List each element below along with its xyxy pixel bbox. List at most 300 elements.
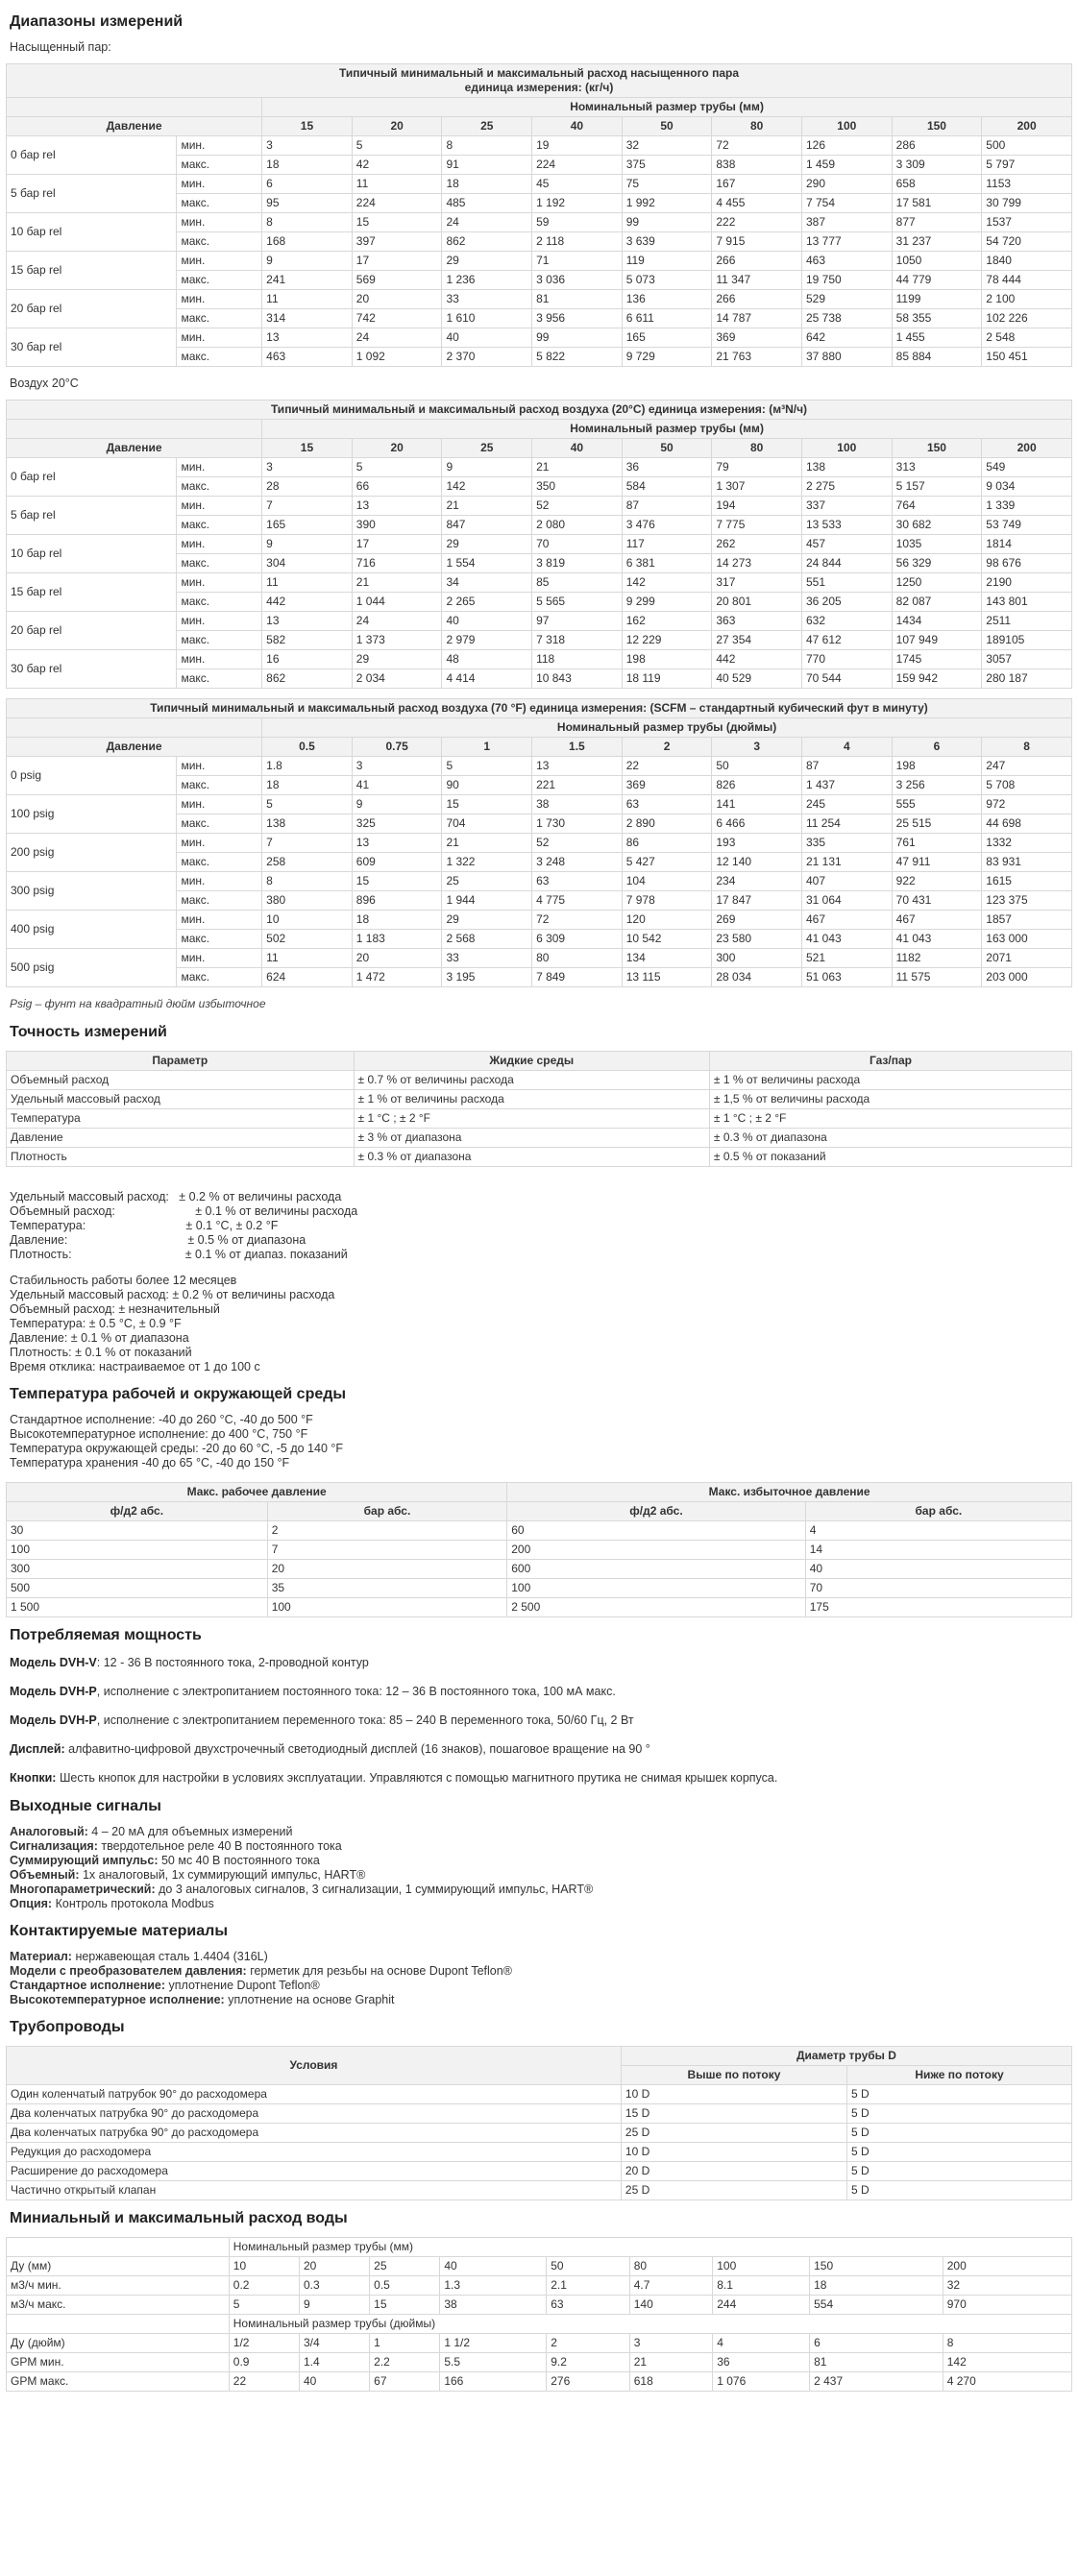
- min-value: 549: [982, 458, 1072, 477]
- pressure-cell: 2: [267, 1521, 507, 1541]
- max-value: 5 427: [622, 853, 712, 872]
- min-value: 21: [532, 458, 623, 477]
- max-value: 280 187: [982, 669, 1072, 689]
- min-label: мин.: [177, 573, 262, 593]
- pipes-table: [6, 2046, 1072, 2200]
- item-label: Модели с преобразователем давления:: [10, 1964, 247, 1978]
- accuracy-cell: Объемный расход: [7, 1071, 355, 1090]
- max-value: 14 273: [712, 554, 802, 573]
- pressure-label: 10 бар rel: [7, 213, 177, 252]
- max-value: 203 000: [982, 968, 1072, 987]
- text-line: Плотность: ± 0.1 % от показаний: [10, 1346, 192, 1359]
- max-value: 3 476: [622, 516, 712, 535]
- accuracy-cell: ± 0.5 % от показаний: [709, 1148, 1071, 1167]
- text-line: Высокотемпературное исполнение: до 400 °C, 750 °F: [10, 1427, 308, 1441]
- min-value: 21: [442, 834, 532, 853]
- pressure-label: 400 psig: [7, 911, 177, 949]
- table-row: [7, 1109, 1072, 1129]
- max-value: 66: [352, 477, 442, 497]
- max-value: 14 787: [712, 309, 802, 328]
- steam-label: Насыщенный пар:: [10, 40, 111, 54]
- size-header: 200: [982, 117, 1072, 136]
- min-value: 467: [892, 911, 982, 930]
- pressure-label: 100 psig: [7, 795, 177, 834]
- item-label: Кнопки:: [10, 1771, 57, 1785]
- water-row-label: Ду (дюйм): [7, 2334, 230, 2353]
- table-row: [7, 328, 1072, 348]
- min-label: мин.: [177, 136, 262, 156]
- min-label: мин.: [177, 328, 262, 348]
- max-value: 11 347: [712, 271, 802, 290]
- empty-cell: [7, 2238, 230, 2257]
- min-value: 1153: [982, 175, 1072, 194]
- downstream-header: Ниже по потоку: [847, 2066, 1072, 2085]
- pressure-cell: 100: [267, 1598, 507, 1617]
- min-value: 9: [262, 252, 353, 271]
- text-line: Время отклика: настраиваемое от 1 до 100 с: [10, 1360, 260, 1373]
- min-label: мин.: [177, 497, 262, 516]
- section-title-outputs: Выходные сигналы: [10, 1798, 161, 1814]
- pressure-label: 15 бар rel: [7, 252, 177, 290]
- pipes-cell: 10 D: [621, 2143, 846, 2162]
- min-value: 7: [262, 497, 353, 516]
- min-value: 442: [712, 650, 802, 669]
- list-item: [10, 1868, 1072, 1883]
- water-flow-table: [6, 2237, 1072, 2392]
- item-label: Высокотемпературное исполнение:: [10, 1993, 225, 2006]
- pressure-label: 20 бар rel: [7, 612, 177, 650]
- min-value: 1050: [892, 252, 982, 271]
- water-cell: 1 1/2: [440, 2334, 547, 2353]
- pressure-label: 10 бар rel: [7, 535, 177, 573]
- min-value: 59: [532, 213, 623, 232]
- max-value: 442: [262, 593, 353, 612]
- water-cell: 244: [713, 2296, 810, 2315]
- max-value: 12 229: [622, 631, 712, 650]
- size-header: 150: [892, 439, 982, 458]
- max-value: 624: [262, 968, 353, 987]
- min-value: 7: [262, 834, 353, 853]
- list-item: [10, 1993, 1072, 2007]
- water-cell: 618: [629, 2372, 713, 2392]
- unit-header: бар абс.: [267, 1502, 507, 1521]
- max-value: 569: [352, 271, 442, 290]
- min-label: мин.: [177, 795, 262, 814]
- max-value: 1 730: [532, 814, 623, 834]
- min-value: 119: [622, 252, 712, 271]
- size-header: 0.75: [352, 738, 442, 757]
- accuracy-cell: ± 0.7 % от величины расхода: [354, 1071, 709, 1090]
- table-row: [7, 2162, 1072, 2181]
- pressure-cell: 30: [7, 1521, 268, 1541]
- water-cell: 970: [943, 2296, 1071, 2315]
- min-value: 87: [622, 497, 712, 516]
- table-row: [7, 98, 1072, 117]
- min-value: 117: [622, 535, 712, 554]
- item-label: Материал:: [10, 1950, 72, 1963]
- max-value: 30 799: [982, 194, 1072, 213]
- min-value: 6: [262, 175, 353, 194]
- min-value: 81: [532, 290, 623, 309]
- table-row: [7, 1071, 1072, 1090]
- water-row-label: Ду (мм): [7, 2257, 230, 2276]
- item-text: алфавитно-цифровой двухстрочечный светодиодный дисплей (16 знаков), пошаговое вращение на 90 °: [64, 1742, 650, 1756]
- min-value: 764: [892, 497, 982, 516]
- list-item: [10, 1950, 1072, 1964]
- min-value: 266: [712, 252, 802, 271]
- unit-header: бар абс.: [805, 1502, 1071, 1521]
- table-row: [7, 1521, 1072, 1541]
- min-value: 972: [982, 795, 1072, 814]
- min-value: 1745: [892, 650, 982, 669]
- max-value: 224: [532, 156, 623, 175]
- max-value: 390: [352, 516, 442, 535]
- list-item: [10, 1897, 1072, 1911]
- item-label: Объемный:: [10, 1868, 80, 1882]
- max-value: 3 195: [442, 968, 532, 987]
- max-value: 1 183: [352, 930, 442, 949]
- max-value: 44 779: [892, 271, 982, 290]
- pressure-table: [6, 1482, 1072, 1617]
- pipes-cell: 5 D: [847, 2162, 1072, 2181]
- min-value: 22: [622, 757, 712, 776]
- water-cell: 15: [370, 2296, 440, 2315]
- max-label: макс.: [177, 348, 262, 367]
- min-value: 16: [262, 650, 353, 669]
- min-value: 245: [802, 795, 893, 814]
- empty-cell: [7, 420, 262, 439]
- max-value: 13 533: [802, 516, 893, 535]
- table-row: [7, 2085, 1072, 2104]
- min-value: 1814: [982, 535, 1072, 554]
- pipes-cell: 25 D: [621, 2124, 846, 2143]
- pressure-header: Давление: [7, 439, 262, 458]
- section-title-water: Миниальный и максимальный расход воды: [10, 2210, 348, 2226]
- size-header: 25: [442, 117, 532, 136]
- min-value: 5: [352, 458, 442, 477]
- max-value: 41 043: [802, 930, 893, 949]
- min-value: 33: [442, 949, 532, 968]
- pressure-label: 0 бар rel: [7, 136, 177, 175]
- max-value: 3 819: [532, 554, 623, 573]
- pressure-cell: 500: [7, 1579, 268, 1598]
- min-label: мин.: [177, 535, 262, 554]
- section-title-ranges: Диапазоны измерений: [10, 13, 184, 30]
- max-value: 163 000: [982, 930, 1072, 949]
- min-value: 1615: [982, 872, 1072, 891]
- max-value: 6 466: [712, 814, 802, 834]
- table-subtitle: Номинальный размер трубы (мм): [262, 420, 1072, 439]
- max-value: 1 092: [352, 348, 442, 367]
- max-value: 896: [352, 891, 442, 911]
- accuracy-header: Параметр: [7, 1052, 355, 1071]
- table-row: [7, 290, 1072, 309]
- min-value: 555: [892, 795, 982, 814]
- max-value: 51 063: [802, 968, 893, 987]
- max-value: 70 544: [802, 669, 893, 689]
- table-row: [7, 1579, 1072, 1598]
- max-value: 224: [352, 194, 442, 213]
- min-value: 222: [712, 213, 802, 232]
- power-list: [6, 1654, 1072, 1786]
- min-value: 29: [352, 650, 442, 669]
- min-value: 40: [442, 612, 532, 631]
- item-text: уплотнение Dupont Teflon®: [165, 1979, 320, 1992]
- min-value: 1199: [892, 290, 982, 309]
- item-label: Сигнализация:: [10, 1839, 98, 1853]
- accuracy-cell: ± 1 °C ; ± 2 °F: [354, 1109, 709, 1129]
- max-value: 3 248: [532, 853, 623, 872]
- table-row: [7, 535, 1072, 554]
- pressure-cell: 600: [507, 1560, 806, 1579]
- min-value: 34: [442, 573, 532, 593]
- max-value: 47 612: [802, 631, 893, 650]
- max-value: 584: [622, 477, 712, 497]
- max-value: 862: [262, 669, 353, 689]
- min-value: 247: [982, 757, 1072, 776]
- water-row-label: GPM мин.: [7, 2353, 230, 2372]
- size-header: 1.5: [532, 738, 623, 757]
- text-line: Давление: ± 0.1 % от диапазона: [10, 1331, 189, 1345]
- min-value: 52: [532, 834, 623, 853]
- max-value: 138: [262, 814, 353, 834]
- min-value: 300: [712, 949, 802, 968]
- min-value: 63: [532, 872, 623, 891]
- min-value: 335: [802, 834, 893, 853]
- min-label: мин.: [177, 650, 262, 669]
- table-title: Типичный минимальный и максимальный расход воздуха (70 °F) единица измерения: (SCFM – стандартный кубический фут в минуту): [7, 699, 1072, 718]
- table-row: [7, 2372, 1072, 2392]
- pressure-cell: 4: [805, 1521, 1071, 1541]
- max-value: 1 554: [442, 554, 532, 573]
- pipes-cell: 20 D: [621, 2162, 846, 2181]
- table-row: [7, 64, 1072, 98]
- pressure-cell: 40: [805, 1560, 1071, 1579]
- text-line: Объемный расход: ± 0.1 % от величины расхода: [10, 1204, 358, 1218]
- max-value: 56 329: [892, 554, 982, 573]
- max-value: 1 322: [442, 853, 532, 872]
- pipes-cell: 5 D: [847, 2143, 1072, 2162]
- pressure-label: 5 бар rel: [7, 175, 177, 213]
- min-label: мин.: [177, 911, 262, 930]
- max-value: 2 265: [442, 593, 532, 612]
- water-cell: 1.3: [440, 2276, 547, 2296]
- table-row: [7, 699, 1072, 718]
- min-value: 2190: [982, 573, 1072, 593]
- max-value: 2 890: [622, 814, 712, 834]
- min-value: 87: [802, 757, 893, 776]
- min-value: 24: [442, 213, 532, 232]
- min-value: 3: [352, 757, 442, 776]
- min-value: 467: [802, 911, 893, 930]
- table-row: [7, 911, 1072, 930]
- pipes-cell: 5 D: [847, 2124, 1072, 2143]
- min-value: 1840: [982, 252, 1072, 271]
- min-value: 770: [802, 650, 893, 669]
- pipes-cell: Частично открытый клапан: [7, 2181, 622, 2200]
- min-value: 36: [622, 458, 712, 477]
- min-value: 286: [892, 136, 982, 156]
- nominal-size-header: Номинальный размер трубы (мм): [229, 2238, 1071, 2257]
- max-value: 91: [442, 156, 532, 175]
- list-item: [10, 1883, 1072, 1897]
- min-value: 29: [442, 535, 532, 554]
- min-value: 79: [712, 458, 802, 477]
- max-value: 19 750: [802, 271, 893, 290]
- min-value: 48: [442, 650, 532, 669]
- max-value: 3 256: [892, 776, 982, 795]
- min-value: 234: [712, 872, 802, 891]
- water-cell: 200: [943, 2257, 1071, 2276]
- table-row: [7, 2143, 1072, 2162]
- min-value: 363: [712, 612, 802, 631]
- min-value: 33: [442, 290, 532, 309]
- table-row: [7, 573, 1072, 593]
- min-value: 40: [442, 328, 532, 348]
- materials-list: [10, 1950, 1072, 2007]
- table-subtitle: Номинальный размер трубы (дюймы): [262, 718, 1072, 738]
- min-value: 142: [622, 573, 712, 593]
- empty-cell: [7, 2315, 230, 2334]
- min-value: 266: [712, 290, 802, 309]
- nominal-size-header: Номинальный размер трубы (дюймы): [229, 2315, 1071, 2334]
- pressure-label: 20 бар rel: [7, 290, 177, 328]
- size-header: 50: [622, 439, 712, 458]
- table-row: [7, 2296, 1072, 2315]
- water-cell: 18: [810, 2276, 943, 2296]
- min-value: 317: [712, 573, 802, 593]
- min-value: 3057: [982, 650, 1072, 669]
- max-value: 304: [262, 554, 353, 573]
- max-value: 11 575: [892, 968, 982, 987]
- item-text: 1х аналоговый, 1х суммирующий импульс, HART®: [79, 1868, 366, 1882]
- max-value: 1 992: [622, 194, 712, 213]
- max-value: 41 043: [892, 930, 982, 949]
- size-header: 80: [712, 439, 802, 458]
- water-cell: 25: [370, 2257, 440, 2276]
- min-value: 32: [622, 136, 712, 156]
- water-cell: 1: [370, 2334, 440, 2353]
- min-value: 922: [892, 872, 982, 891]
- table-row: [7, 2257, 1072, 2276]
- water-cell: 40: [440, 2257, 547, 2276]
- min-value: 45: [532, 175, 623, 194]
- max-value: 102 226: [982, 309, 1072, 328]
- item-text: твердотельное реле 40 В постоянного тока: [97, 1839, 342, 1853]
- max-value: 7 318: [532, 631, 623, 650]
- table-row: [7, 1560, 1072, 1579]
- min-value: 11: [262, 573, 353, 593]
- accuracy-cell: Давление: [7, 1129, 355, 1148]
- max-value: 1 472: [352, 968, 442, 987]
- water-row-label: м3/ч мин.: [7, 2276, 230, 2296]
- max-value: 2 118: [532, 232, 623, 252]
- water-cell: 8: [943, 2334, 1071, 2353]
- size-header: 4: [802, 738, 893, 757]
- min-value: 457: [802, 535, 893, 554]
- table-row: [7, 2124, 1072, 2143]
- text-line: Стандартное исполнение: -40 до 260 °C, -40 до 500 °F: [10, 1413, 313, 1426]
- pressure-cell: 7: [267, 1541, 507, 1560]
- repeatability-lines: [10, 1190, 1072, 1262]
- item-text: , исполнение с электропитанием переменного тока: 85 – 240 В переменного тока, 50/60 Гц, 2 Вт: [96, 1713, 634, 1727]
- max-value: 25 515: [892, 814, 982, 834]
- min-value: 5: [352, 136, 442, 156]
- max-value: 42: [352, 156, 442, 175]
- min-value: 13: [262, 328, 353, 348]
- max-value: 189105: [982, 631, 1072, 650]
- max-value: 17 847: [712, 891, 802, 911]
- item-label: Модель DVH-P: [10, 1685, 97, 1698]
- item-label: Многопараметрический:: [10, 1883, 156, 1896]
- min-value: 15: [352, 872, 442, 891]
- water-cell: 50: [547, 2257, 630, 2276]
- min-value: 18: [442, 175, 532, 194]
- min-value: 761: [892, 834, 982, 853]
- accuracy-header: Газ/пар: [709, 1052, 1071, 1071]
- pipes-cell: Расширение до расходомера: [7, 2162, 622, 2181]
- min-value: 11: [262, 290, 353, 309]
- water-cell: 2: [547, 2334, 630, 2353]
- max-value: 9 729: [622, 348, 712, 367]
- size-header: 25: [442, 439, 532, 458]
- accuracy-cell: ± 1 % от величины расхода: [709, 1071, 1071, 1090]
- table-row: [7, 872, 1072, 891]
- water-cell: 142: [943, 2353, 1071, 2372]
- min-value: 13: [352, 497, 442, 516]
- min-value: 24: [352, 612, 442, 631]
- max-label: макс.: [177, 669, 262, 689]
- list-item: [10, 1854, 1072, 1868]
- pressure-label: 15 бар rel: [7, 573, 177, 612]
- min-value: 85: [532, 573, 623, 593]
- max-value: 314: [262, 309, 353, 328]
- min-value: 138: [802, 458, 893, 477]
- table-title: [7, 64, 1072, 98]
- min-value: 99: [622, 213, 712, 232]
- min-value: 1857: [982, 911, 1072, 930]
- accuracy-header: Жидкие среды: [354, 1052, 709, 1071]
- max-value: 40 529: [712, 669, 802, 689]
- min-value: 269: [712, 911, 802, 930]
- max-value: 28 034: [712, 968, 802, 987]
- water-cell: 140: [629, 2296, 713, 2315]
- size-header: 20: [352, 439, 442, 458]
- max-value: 704: [442, 814, 532, 834]
- min-value: 551: [802, 573, 893, 593]
- water-cell: 0.9: [229, 2353, 299, 2372]
- max-value: 1 373: [352, 631, 442, 650]
- water-cell: 3: [629, 2334, 713, 2353]
- text-line: Температура: ± 0.1 °C, ± 0.2 °F: [10, 1219, 279, 1232]
- min-value: 313: [892, 458, 982, 477]
- max-value: 95: [262, 194, 353, 213]
- max-overpressure-header: Макс. избыточное давление: [507, 1483, 1072, 1502]
- min-value: 29: [442, 252, 532, 271]
- min-value: 5: [262, 795, 353, 814]
- list-item: [10, 1712, 1072, 1729]
- max-value: 325: [352, 814, 442, 834]
- max-value: 165: [262, 516, 353, 535]
- text-line: Объемный расход: ± незначительный: [10, 1302, 220, 1316]
- max-value: 54 720: [982, 232, 1072, 252]
- accuracy-cell: ± 3 % от диапазона: [354, 1129, 709, 1148]
- accuracy-cell: ± 1,5 % от величины расхода: [709, 1090, 1071, 1109]
- size-header: 40: [532, 117, 623, 136]
- min-value: 9: [262, 535, 353, 554]
- min-value: 72: [532, 911, 623, 930]
- max-label: макс.: [177, 271, 262, 290]
